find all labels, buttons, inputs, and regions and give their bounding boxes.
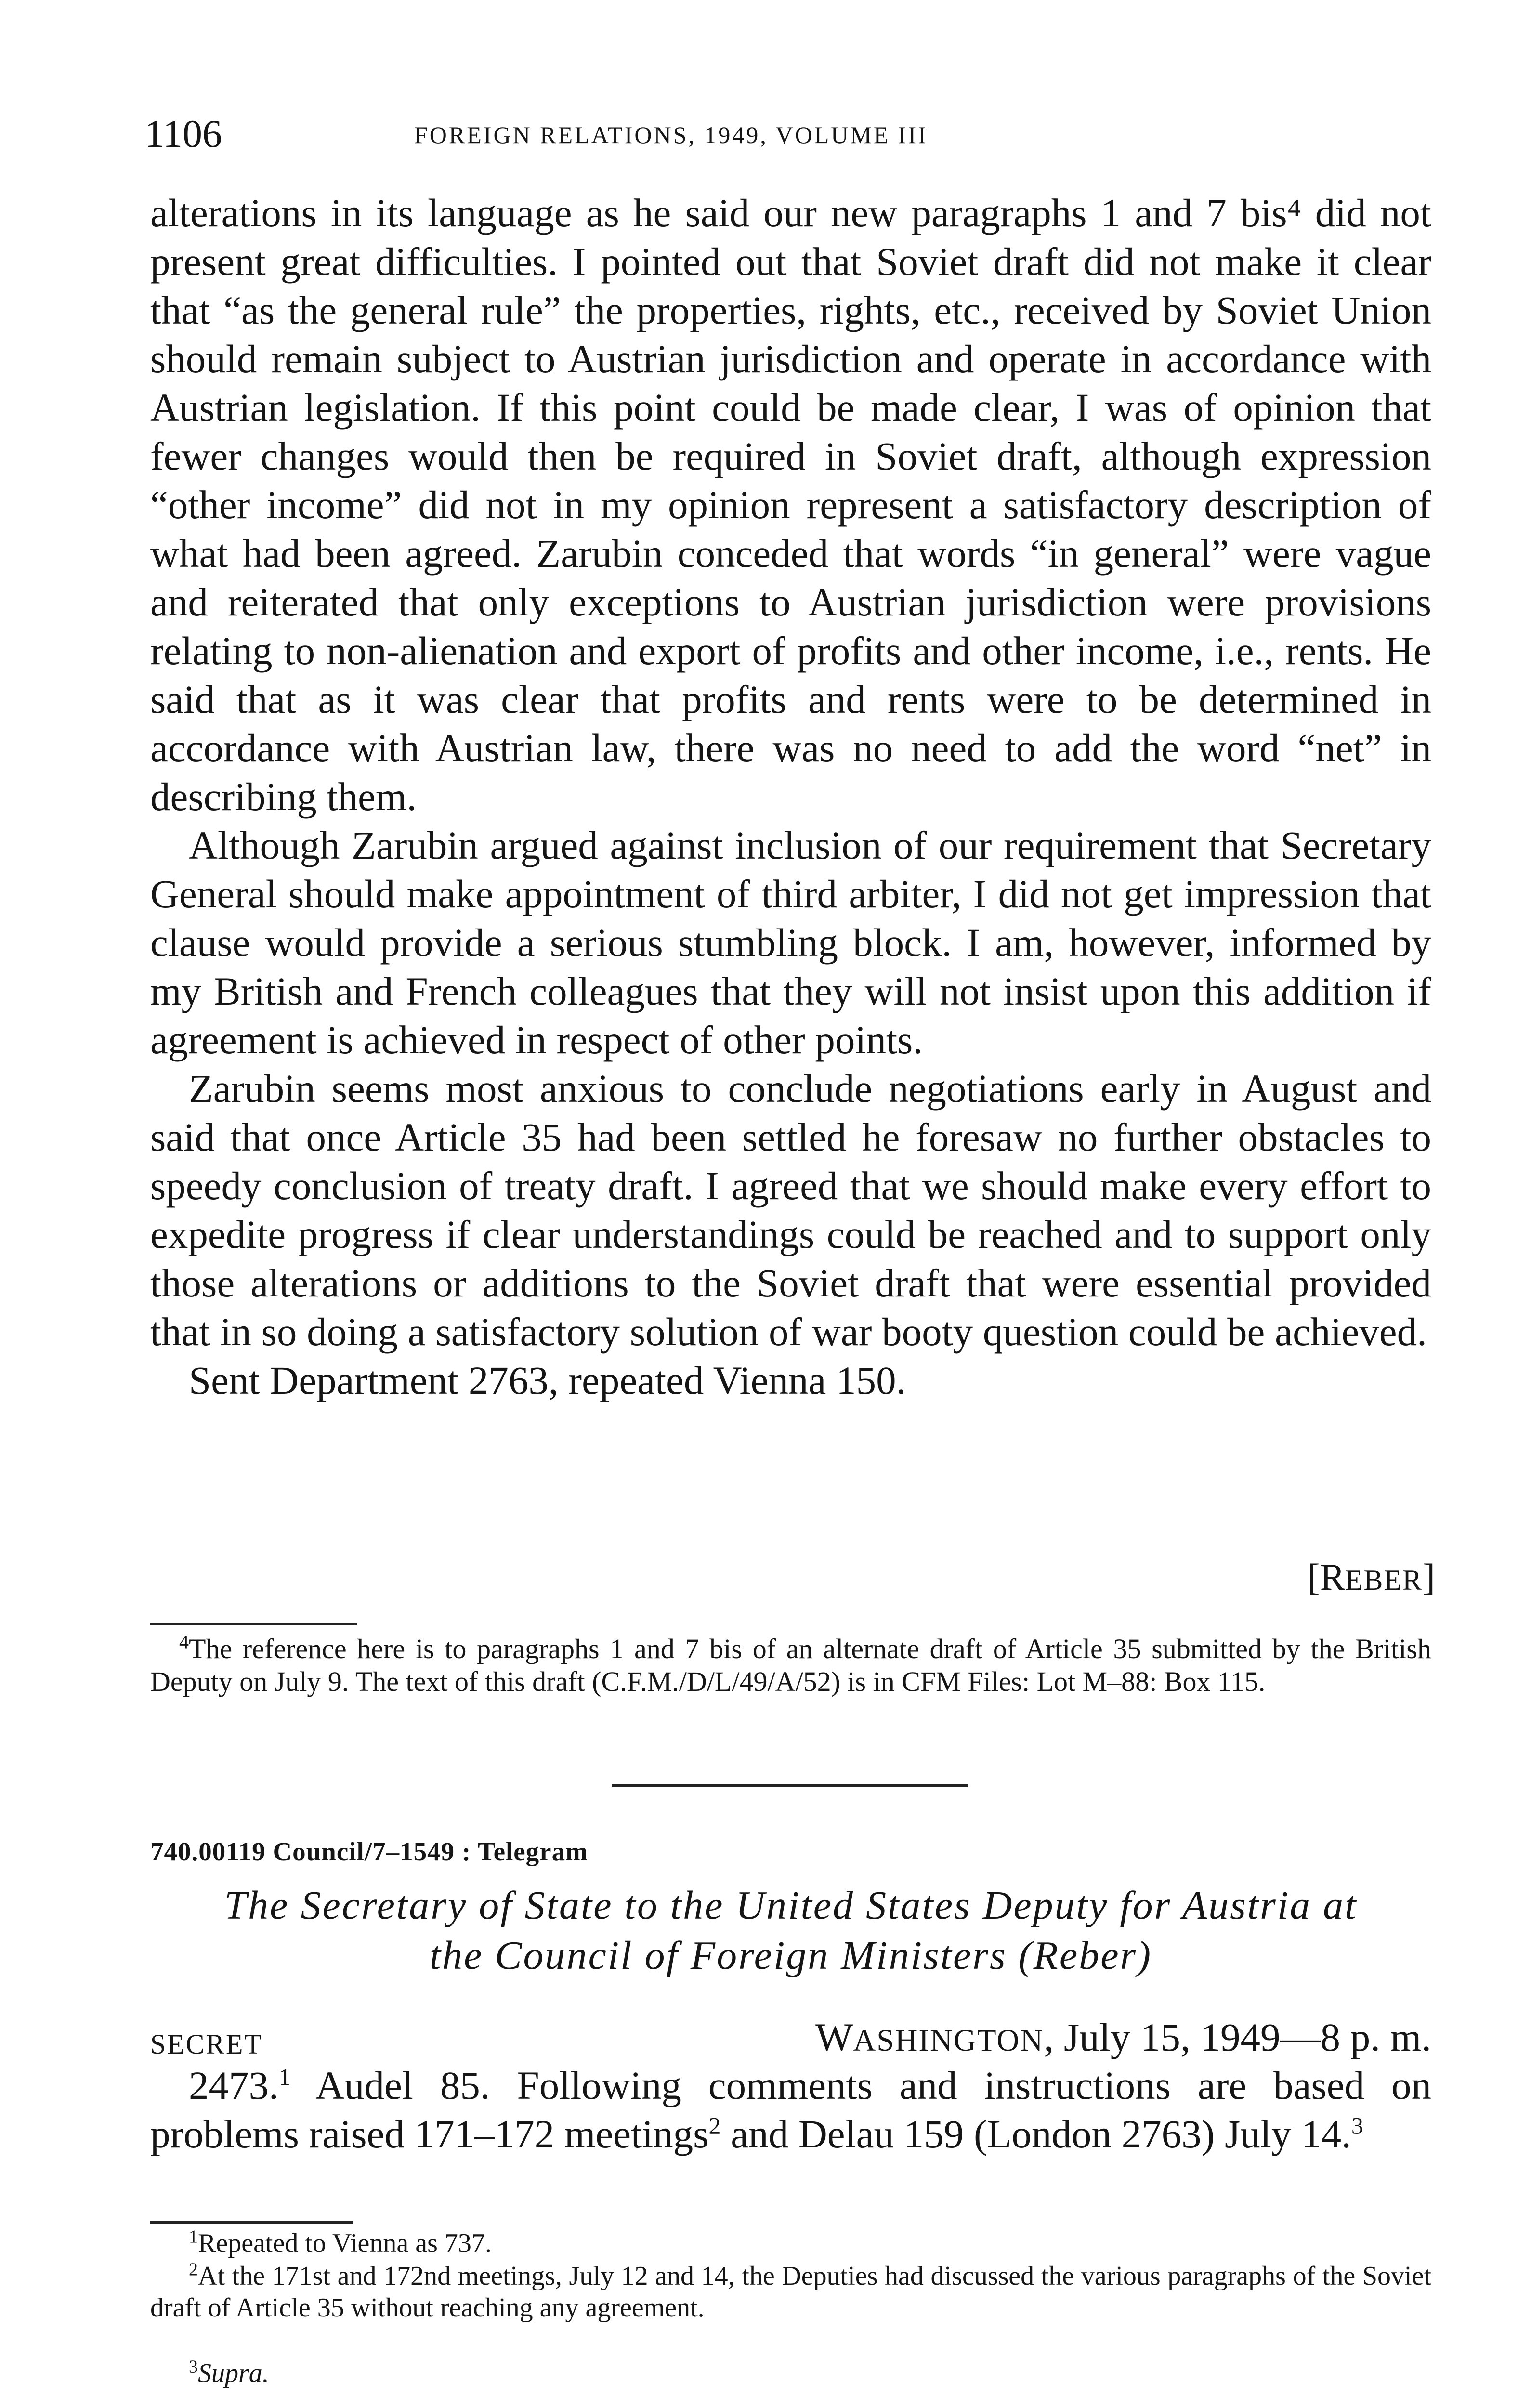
footnote-2: $^2$At the 171st and 172nd meetings, July 12 and 14, the Deputies had discussed the various paragraphs of the Soviet draft of Article 35 without reaching any agreement. (150, 2259, 1431, 2323)
footnote-rule (150, 1623, 357, 1625)
document-title (150, 1881, 1431, 1981)
classification: SECRET (150, 2028, 263, 2060)
footnote-text: The reference here is to paragraphs 1 and 7 bis of an alternate draft of Article 35 submitted by the British Deputy on July 9. The text of this draft (C.F.M./D/L/49/A/52) is in CFM Files: Lot M–88: Box 115. (150, 1633, 1431, 1697)
page-number: 1106 (144, 112, 222, 156)
body-paragraph-3: Zarubin seems most anxious to conclude negotiations early in August and said that once Article 35 had been settled he foresaw no further obstacles to speedy conclusion of treaty draft. I agreed that we should make every effort to expedite progress if clear understandings could be reached and to support only those alterations or additions to the Soviet draft that were essential provided that in so doing a satisfactory solution of war booty question could be achieved. (150, 1066, 1431, 1354)
running-title: FOREIGN RELATIONS, 1949, VOLUME III (414, 121, 928, 148)
file-reference: 740.00119 Council/7–1549 : Telegram (150, 1837, 588, 1866)
footnote-marker: 4 (179, 1631, 189, 1653)
footnote-4 (150, 1633, 1431, 1698)
body-paragraph-1: alterations in its language as he said our new paragraphs 1 and 7 bis⁴ did not present great difficulties. I pointed out that Soviet draft did not make it clear that “as the general rule” the properties, rights, etc., received by Soviet Union should remain subject to Austrian jurisdiction and operate in accordance with Austrian legislation. If this point could be made clear, I was of opinion that fewer changes would then be required in Soviet draft, although expression “other income” did not in my opinion represent a satisfactory description of what had been agreed. Zarubin conceded that words “in general” were vague and reiterated that only exceptions to Austrian jurisdiction were provisions relating to non-alienation and export of profits and other income, i.e., rents. He said that as it was clear that profits and rents were to be determined in accordance with Austrian law, there was no need to add the word “net” in describing them. (150, 191, 1431, 819)
document-title-line-1: The Secretary of State to the United States Deputy for Austria at (224, 1883, 1358, 1928)
section-divider (612, 1784, 968, 1787)
footnote-3: $^3$Supra. (189, 2356, 269, 2388)
body-paragraph-2: Although Zarubin argued against inclusion of our requirement that Secretary General should make appointment of third arbiter, I did not get impression that clause would provide a serious stumbling block. I am, however, informed by my British and French colleagues that they will not insist upon this addition if agreement is achieved in respect of other points. (150, 823, 1431, 1062)
dateline: WASHINGTON, July 15, 1949—8 p. m. (815, 2015, 1431, 2059)
signature: [REBER] (1307, 1556, 1435, 1598)
body-text (150, 189, 1431, 1405)
page-header (144, 110, 1445, 158)
footnote-rule-bottom (150, 2221, 353, 2224)
footnote-1: $^1$Repeated to Vienna as 737. (189, 2226, 492, 2258)
telegram-text: 2473.$^1$ Audel 85. Following comments and instructions are based on problems raised 171–172 meetings$^2$ and Delau 159 (London 2763) July 14.$^3$ (150, 2063, 1431, 2156)
document-title-line-2: the Council of Foreign Ministers (Reber) (429, 1933, 1152, 1978)
body-paragraph-4: Sent Department 2763, repeated Vienna 150. (189, 1358, 906, 1402)
